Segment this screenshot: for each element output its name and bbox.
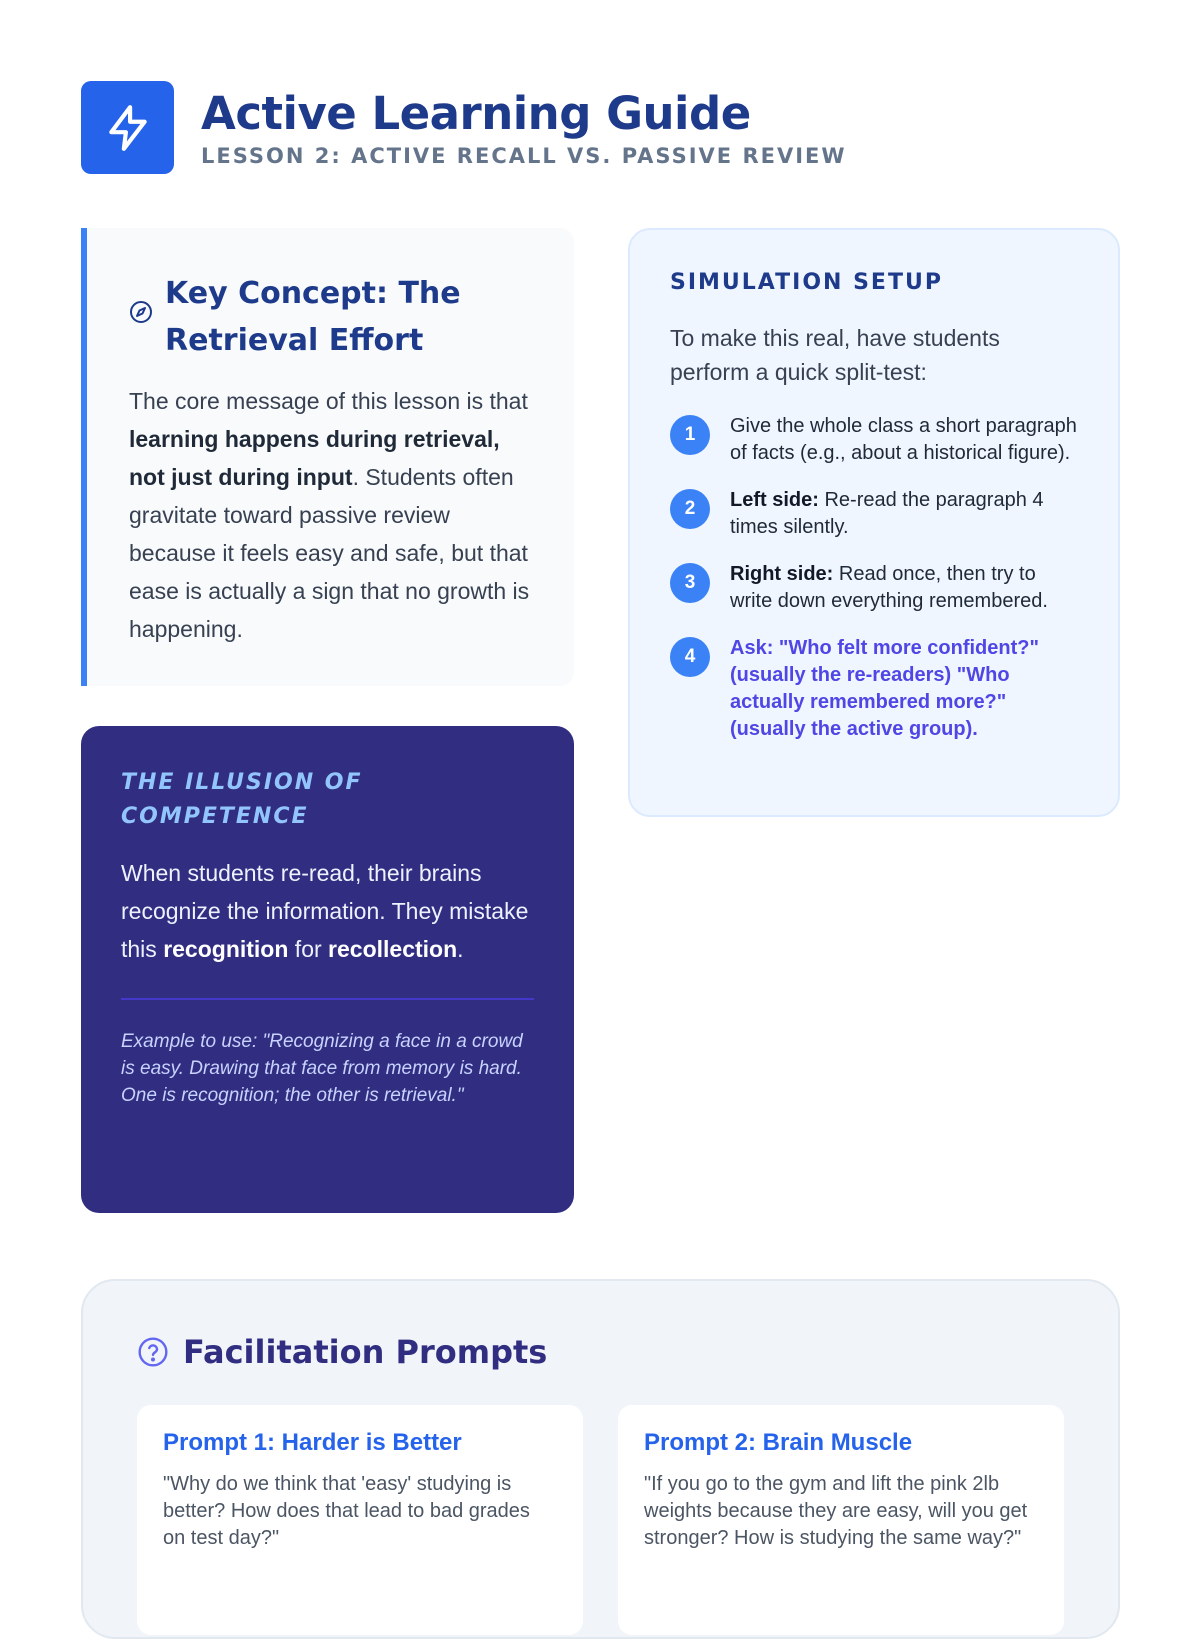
- key-concept-emphasis: learning happens during retrieval, not just during input: [129, 426, 500, 490]
- simulation-label: SIMULATION SETUP: [670, 270, 943, 295]
- facilitation-header: [137, 1333, 1064, 1371]
- prompt-text: "Why do we think that 'easy' studying is better? How does that lead to bad grades on test day?": [163, 1473, 530, 1549]
- list-item: [670, 561, 1080, 615]
- prompt-card: [137, 1405, 583, 1635]
- question-circle-icon: [137, 1336, 169, 1368]
- step-number-badge: 3: [670, 563, 710, 603]
- simulation-intro: To make this real, have students perform a quick split-test:: [670, 325, 1000, 385]
- facilitation-section: [81, 1279, 1120, 1639]
- step-text: Right side: Read once, then try to write down everything remembered.: [730, 563, 1048, 612]
- prompt-title: Prompt 1: Harder is Better: [163, 1429, 462, 1456]
- simulation-steps: [670, 413, 1080, 743]
- step-text-highlight: Ask: "Who felt more confident?" (usually the re-readers) "Who actually remembered more?" (usually the active group).: [730, 637, 1039, 740]
- step-text: Left side: Re-read the paragraph 4 times silently.: [730, 489, 1044, 538]
- prompt-text: "If you go to the gym and lift the pink 2lb weights because they are easy, will you get stronger? How is studying the same way?": [644, 1473, 1028, 1549]
- step-text: Give the whole class a short paragraph of facts (e.g., about a historical figure).: [730, 415, 1077, 464]
- divider: [121, 998, 534, 1000]
- step-number-badge: 4: [670, 637, 710, 677]
- page-title: Active Learning Guide: [201, 86, 751, 140]
- list-item: [670, 413, 1080, 467]
- list-item: [670, 487, 1080, 541]
- key-concept-card: [81, 228, 574, 686]
- page-header: [81, 81, 847, 174]
- illusion-card: [81, 726, 574, 1213]
- key-concept-title: Key Concept: The Retrieval Effort: [165, 276, 461, 358]
- facilitation-title: Facilitation Prompts: [183, 1333, 548, 1371]
- step-number-badge: 1: [670, 415, 710, 455]
- page-subtitle: LESSON 2: ACTIVE RECALL VS. PASSIVE REVIEW: [201, 143, 847, 168]
- recollection-emphasis: recollection: [328, 936, 458, 962]
- list-item: [670, 635, 1080, 743]
- prompt-title: Prompt 2: Brain Muscle: [644, 1429, 913, 1456]
- prompt-card: [618, 1405, 1064, 1635]
- simulation-card: [628, 228, 1120, 817]
- recognition-emphasis: recognition: [163, 936, 289, 962]
- step-number-badge: 2: [670, 489, 710, 529]
- lightning-bolt-icon: [103, 103, 153, 153]
- key-concept-header: [129, 270, 538, 364]
- key-concept-body: The core message of this lesson is that learning happens during retrieval, not just during input. Students often gravitate toward passive review because it feels easy and safe, but that ease is actually a sign that no growth is happening.: [129, 388, 530, 642]
- prompt-list: [137, 1405, 1064, 1635]
- title-block: [201, 88, 847, 168]
- illusion-body: When students re-read, their brains recognize the information. They mistake this recognition for recollection.: [121, 860, 529, 962]
- compass-icon: [129, 300, 153, 324]
- logo-badge: [81, 81, 174, 174]
- illusion-example: Example to use: "Recognizing a face in a crowd is easy. Drawing that face from memory is hard. One is recognition; the other is retrieval.": [121, 1031, 523, 1106]
- illusion-label: THE ILLUSION OF COMPETENCE: [121, 770, 363, 829]
